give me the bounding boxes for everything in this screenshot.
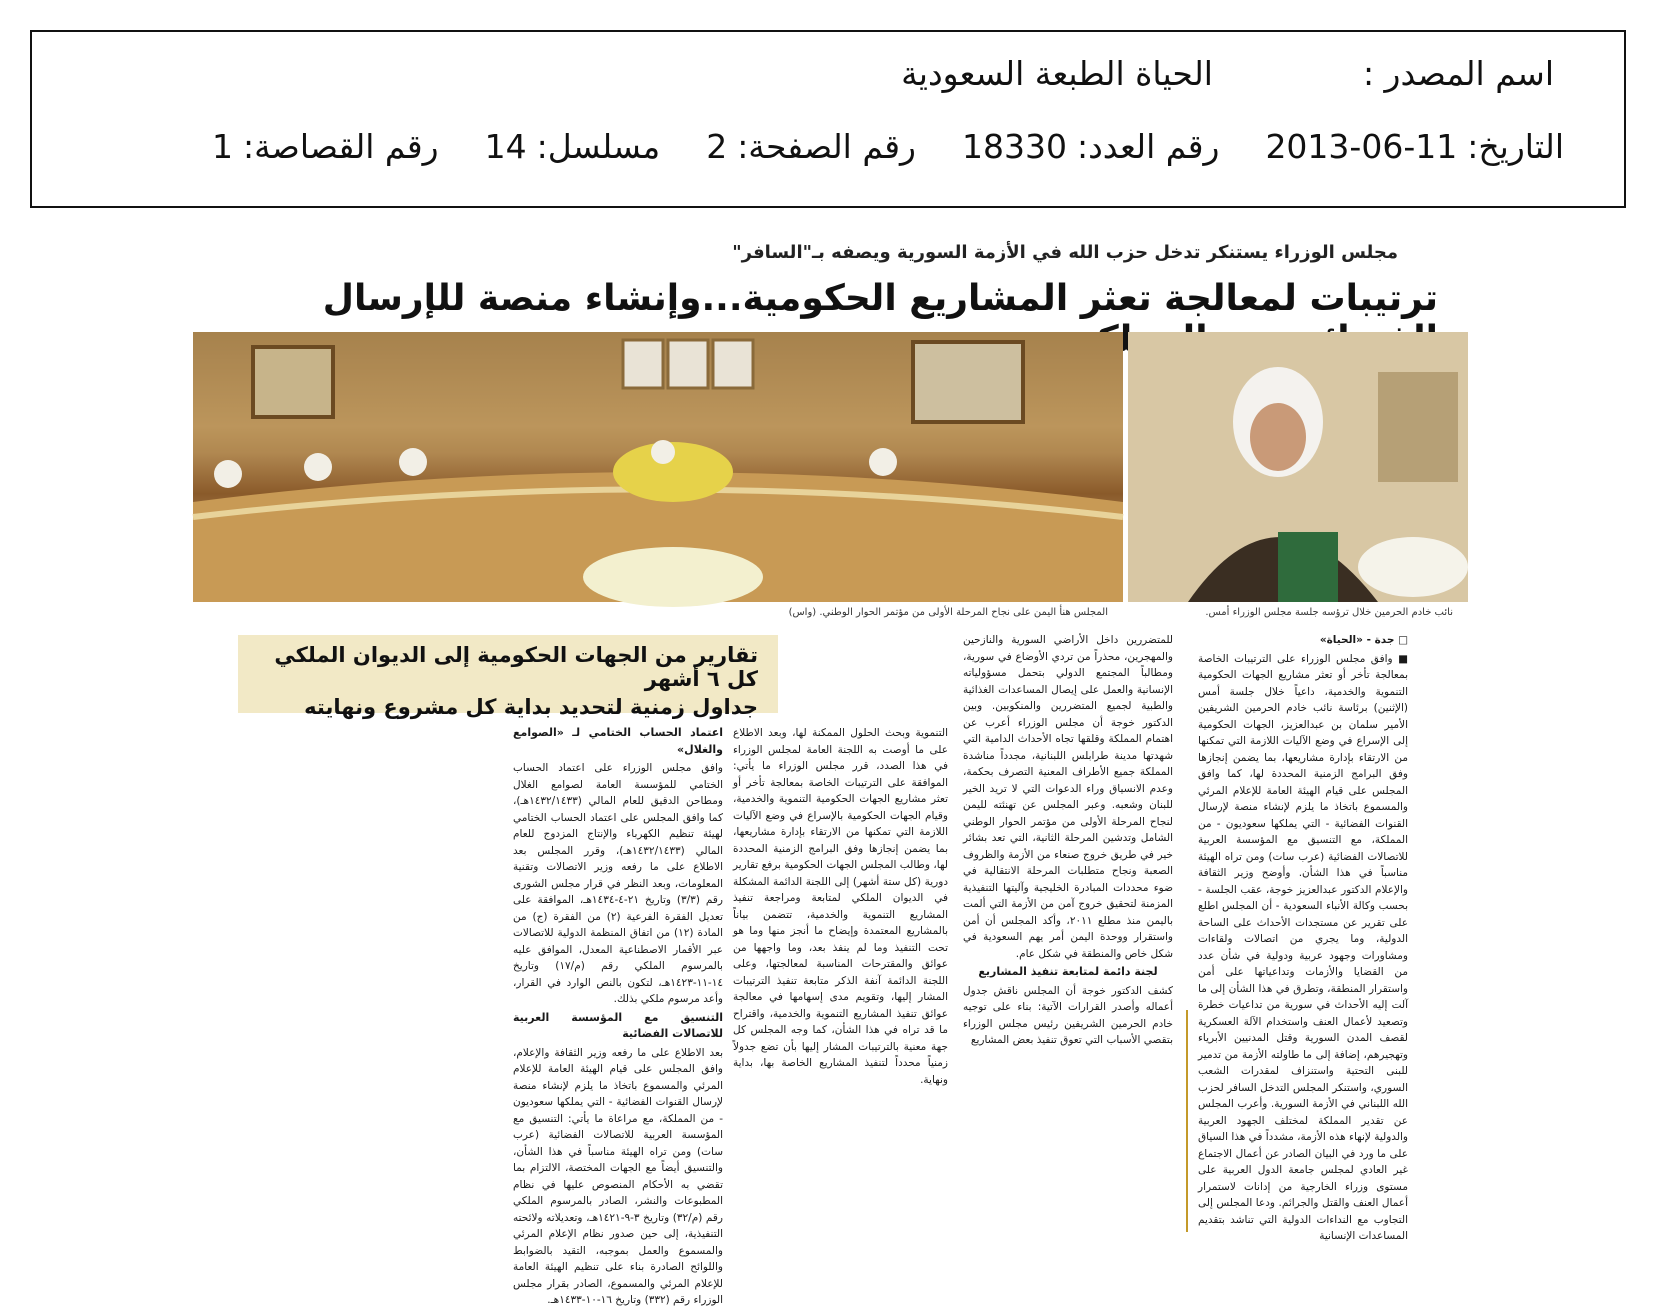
date-label: التاريخ:	[1467, 127, 1564, 166]
highlight-line-1: تقارير من الجهات الحكومية إلى الديوان الملكي كل ٦ أشهر	[274, 643, 758, 691]
serial-value: 14	[484, 127, 527, 166]
date-field	[1265, 127, 1564, 166]
highlight-box	[238, 635, 778, 719]
column-4-subhead-1: اعتماد الحساب الختامي لـ «الصوامع والغلال»	[513, 726, 723, 756]
cabinet-meeting-photo	[193, 332, 1123, 602]
deputy-portrait-illustration	[1128, 332, 1468, 602]
column-4-subhead-2: التنسيق مع المؤسسة العربية للاتصالات الفضائية	[513, 1010, 723, 1040]
source-name: الحياة الطبعة السعودية	[901, 54, 1213, 93]
photo-caption-side: نائب خادم الحرمين خلال ترؤسه جلسة مجلس الوزراء أمس.	[1205, 607, 1453, 618]
issue-label: رقم العدد:	[1076, 127, 1220, 166]
clip-field	[212, 127, 439, 166]
column-2-subhead: لجنة دائمة لمتابعة تنفيذ المشاريع	[978, 965, 1158, 978]
column-2-text: للمتضررين داخل الأراضي السورية والنازحين والمهجرين، محذراً من تردي الأوضاع في سورية، ومطالباً المجتمع الدولي بتحمل مسؤولياته الإنسانية والعمل على إيصال المساعدات الغذائية والطبية لجميع المتضررين والمنكوبين. وبين الدكتور خوجة أن مجلس الوزراء أعرب عن اهتمام المملكة وقلقها تجاه الأحداث الدامية التي شهدتها مدينة طرابلس اللبنانية، مجدداً مناشدة المملكة جميع الأطراف المعنية التصرف بحكمة، وعدم الانسياق وراء الدعوات التي لا تريد الخير للبنان وشعبه. وعبر المجلس عن تهنئته لليمن لنجاح المرحلة الأولى من مؤتمر الحوار الوطني الشامل وتدشين المرحلة الثانية، التي تعد بشائر خير في طريق خروج صنعاء من الأزمة والظروف الصعبة ونجاح متطلبات المرحلة الانتقالية في ضوء محددات المبادرة الخليجية وآليتها التنفيذية المزمنة لتحقيق خروج آمن من الأزمة التي ألمت باليمن منذ مطلع ٢٠١١، وأكد المجلس أن أمن واستقرار ووحدة اليمن أمر يهم السعودية في شكل خاص والمنطقة في شكل عام.	[963, 634, 1174, 960]
page-value: 2	[706, 127, 728, 166]
clip-label: رقم القصاصة:	[243, 127, 439, 166]
column-4-text-2: بعد الاطلاع على ما رفعه وزير الثقافة والإعلام، وافق المجلس على قيام الهيئة العامة للإعلام المرئي والمسموع باتخاذ ما يلزم لإنشاء منصة لإرسال القنوات الفضائية - التي يملكها سعوديون - من المملكة، مع مراعاة ما يأتي: التنسيق مع المؤسسة العربية للاتصالات الفضائية (عرب سات) ومن تراه الهيئة مناسباً في هذا الشأن، والتنسيق أيضاً مع الجهات المختصة، الالتزام بما تقضي به الأحكام المنصوص عليها في نظام المطبوعات والنشر، الصادر بالمرسوم الملكي رقم (م/٣٢) وتاريخ ٣-٩-١٤٢١هـ، وتعديلاته ولائحته التنفيذية، إلى حين صدور نظام الإعلام المرئي والمسموع والعمل بموجبه، التقيد بالضوابط واللوائح الصادرة بناء على تنظيم الهيئة العامة للإعلام المرئي والمسموع، الصادر بقرار مجلس الوزراء رقم (٣٣٢) وتاريخ ١٦-١٠-١٤٣٣هـ.	[513, 1046, 723, 1306]
column-divider	[1186, 1010, 1188, 1232]
highlight-line-2: جداول زمنية لتحديد بداية كل مشروع ونهايته	[304, 695, 758, 719]
column-3	[733, 725, 948, 1086]
source-header-box	[30, 30, 1626, 208]
column-1	[1197, 632, 1408, 1242]
meta-row	[212, 127, 1564, 166]
issue-field	[962, 127, 1219, 166]
source-row	[901, 54, 1554, 93]
source-label: اسم المصدر :	[1362, 54, 1554, 93]
newspaper-clipping	[193, 240, 1468, 1306]
article-kicker: مجلس الوزراء يستنكر تدخل حزب الله في الأزمة السورية ويصفه بـ"السافر"	[732, 242, 1398, 263]
page-field	[706, 127, 916, 166]
page-label: رقم الصفحة:	[737, 127, 916, 166]
byline: □ جدة - «الحياة»	[1319, 634, 1408, 646]
cabinet-meeting-illustration	[193, 332, 1123, 602]
date-value: 2013-06-11	[1265, 127, 1458, 166]
article-headline: ترتيبات لمعالجة تعثر المشاريع الحكومية...وإنشاء منصة للإرسال	[322, 278, 1438, 319]
deputy-portrait-photo	[1128, 332, 1468, 602]
column-4-text-1: وافق مجلس الوزراء على اعتماد الحساب الختامي للمؤسسة العامة لصوامع الغلال ومطاحن الدقيق للعام المالي (١٤٣٢/١٤٣٣هـ)، كما وافق المجلس على اعتماد الحساب الختامي لهيئة تنظيم الكهرباء والإنتاج المزدوج للعام المالي (١٤٣٢/١٤٣٣هـ)، وقرر المجلس بعد الاطلاع على ما رفعه وزير الاتصالات وتقنية المعلومات، وبعد النظر في قرار مجلس الشورى رقم (٣/٣) وتاريخ ٢١-٤-١٤٣٤هـ، الموافقة على تعديل الفقرة الفرعية (٢) من الفقرة (ج) من المادة (١٢) من اتفاق المنظمة الدولية للاتصالات عبر الأقمار الاصطناعية المعدل، الموافق عليه بالمرسوم الملكي رقم (م/١٧) وتاريخ ١٤-١١-١٤٢٣هـ، لتكون بالنص الوارد في القرار، وأعد مرسوم ملكي بذلك.	[513, 762, 724, 1005]
serial-field	[485, 127, 661, 166]
column-2	[963, 632, 1173, 1232]
clip-value: 1	[212, 127, 233, 166]
column-4	[513, 725, 724, 1306]
column-2-end-text: كشف الدكتور خوجة أن المجلس ناقش جدول أعماله وأصدر القرارات الآتية: بناء على توجيه خادم الحرمين الشريفين رئيس مجلس الوزراء بتقصي الأسباب التي تعوق تنفيذ بعض المشاريع	[963, 984, 1173, 1046]
serial-label: مسلسل:	[536, 127, 661, 166]
photo-caption-main: المجلس هنأ اليمن على نجاح المرحلة الأولى من مؤتمر الحوار الوطني. (واس)	[788, 607, 1108, 618]
issue-value: 18330	[962, 127, 1067, 166]
column-3-text: التنموية وبحث الحلول الممكنة لها، وبعد الاطلاع على ما أوصت به اللجنة العامة لمجلس الوزراء في هذا الصدد، قرر مجلس الوزراء ما يأتي: الموافقة على الترتيبات الخاصة بمعالجة تأخر أو تعثر مشاريع الجهات الحكومية التنموية والخدمية، وقيام الجهات الحكومية بالإسراع في وضع الآليات اللازمة التي تمكنها من الارتقاء بإدارة مشاريعها، بما يضمن إنجازها وفق البرامج الزمنية المحددة لها، وطالب المجلس الجهات الحكومية برفع تقارير دورية (كل ستة أشهر) إلى اللجنة الدائمة المشكلة في الديوان الملكي لمتابعة ومراجعة تنفيذ المشاريع التنموية والخدمية، تتضمن بياناً بالمشاريع المعتمدة وإيضاح ما أنجز منها وما هو تحت التنفيذ وما لم ينفذ بعد، وما واجهها من عوائق والمقترحات المناسبة لمعالجتها، وعلى اللجنة الدائمة آنفة الذكر متابعة تنفيذ الترتيبات المشار إليها، وتقويم مدى إسهامها في معالجة عوائق تنفيذ المشاريع التنموية والخدمية، واقتراح ما قد تراه في هذا الشأن، كما وجه المجلس كل جهة معنية بالترتيبات المشار إليها بأن تضع جدولاً زمنياً محدداً لتنفيذ المشاريع الخاصة بها، بداية ونهاية.	[733, 727, 948, 1086]
column-1-text: ■ وافق مجلس الوزراء على الترتيبات الخاصة بمعالجة تأخر أو تعثر مشاريع الجهات الحكومية التنموية والخدمية، داعياً خلال جلسة أمس (الإثنين) برئاسة نائب خادم الحرمين الشريفين الأمير سلمان بن عبدالعزيز، الجهات الحكومية إلى الإسراع في وضع الآليات اللازمة التي تمكنها من الارتقاء بإدارة مشاريعها، بما يضمن إنجازها وفق البرامج الزمنية المحددة لها، كما وافق المجلس على قيام الهيئة العامة للإعلام المرئي والمسموع باتخاذ ما يلزم لإنشاء منصة لإرسال القنوات الفضائية - التي يملكها سعوديون - من المملكة، مع التنسيق مع المؤسسة العربية للاتصالات الفضائية (عرب سات) ومن تراه الهيئة مناسباً في هذا الشأن. وأوضح وزير الثقافة والإعلام الدكتور عبدالعزيز خوجة، عقب الجلسة - بحسب وكالة الأنباء السعودية - أن المجلس اطلع على تقرير عن مستجدات الأحداث على الساحة الدولية، وما يجري من اتصالات ولقاءات ومشاورات وجهود عربية ودولية في شأن عدد من القضايا والأزمات وتداعياتها على أمن واستقرار المنطقة، وتطرق في هذا الشأن إلى ما آلت إليه الأحداث في سورية من تداعيات خطرة وتصعيد لأعمال العنف واستخدام الآلة العسكرية لقصف المدن السورية وقتل المدنيين الأبرياء وتهجيرهم، إضافة إلى ما طاولته الأزمة من تدمير للبنى التحتية واستنزاف لمقدرات الشعب السوري، واستنكر المجلس التدخل السافر لحزب الله اللبناني في الأزمة السورية. وأعرب المجلس عن تقدير المملكة لمختلف الجهود العربية والدولية لإنهاء هذه الأزمة، مشدداً في هذا السياق على ما ورد في البيان الصادر عن أعمال الاجتماع غير العادي لمجلس جامعة الدول العربية على مستوى وزراء الخارجية من إدانات لاستمرار أعمال العنف والقتل والجرائم. ودعا المجلس إلى التجاوب مع النداءات الدولية التي تناشد بتقديم المساعدات الإنسانية	[1197, 652, 1408, 1242]
